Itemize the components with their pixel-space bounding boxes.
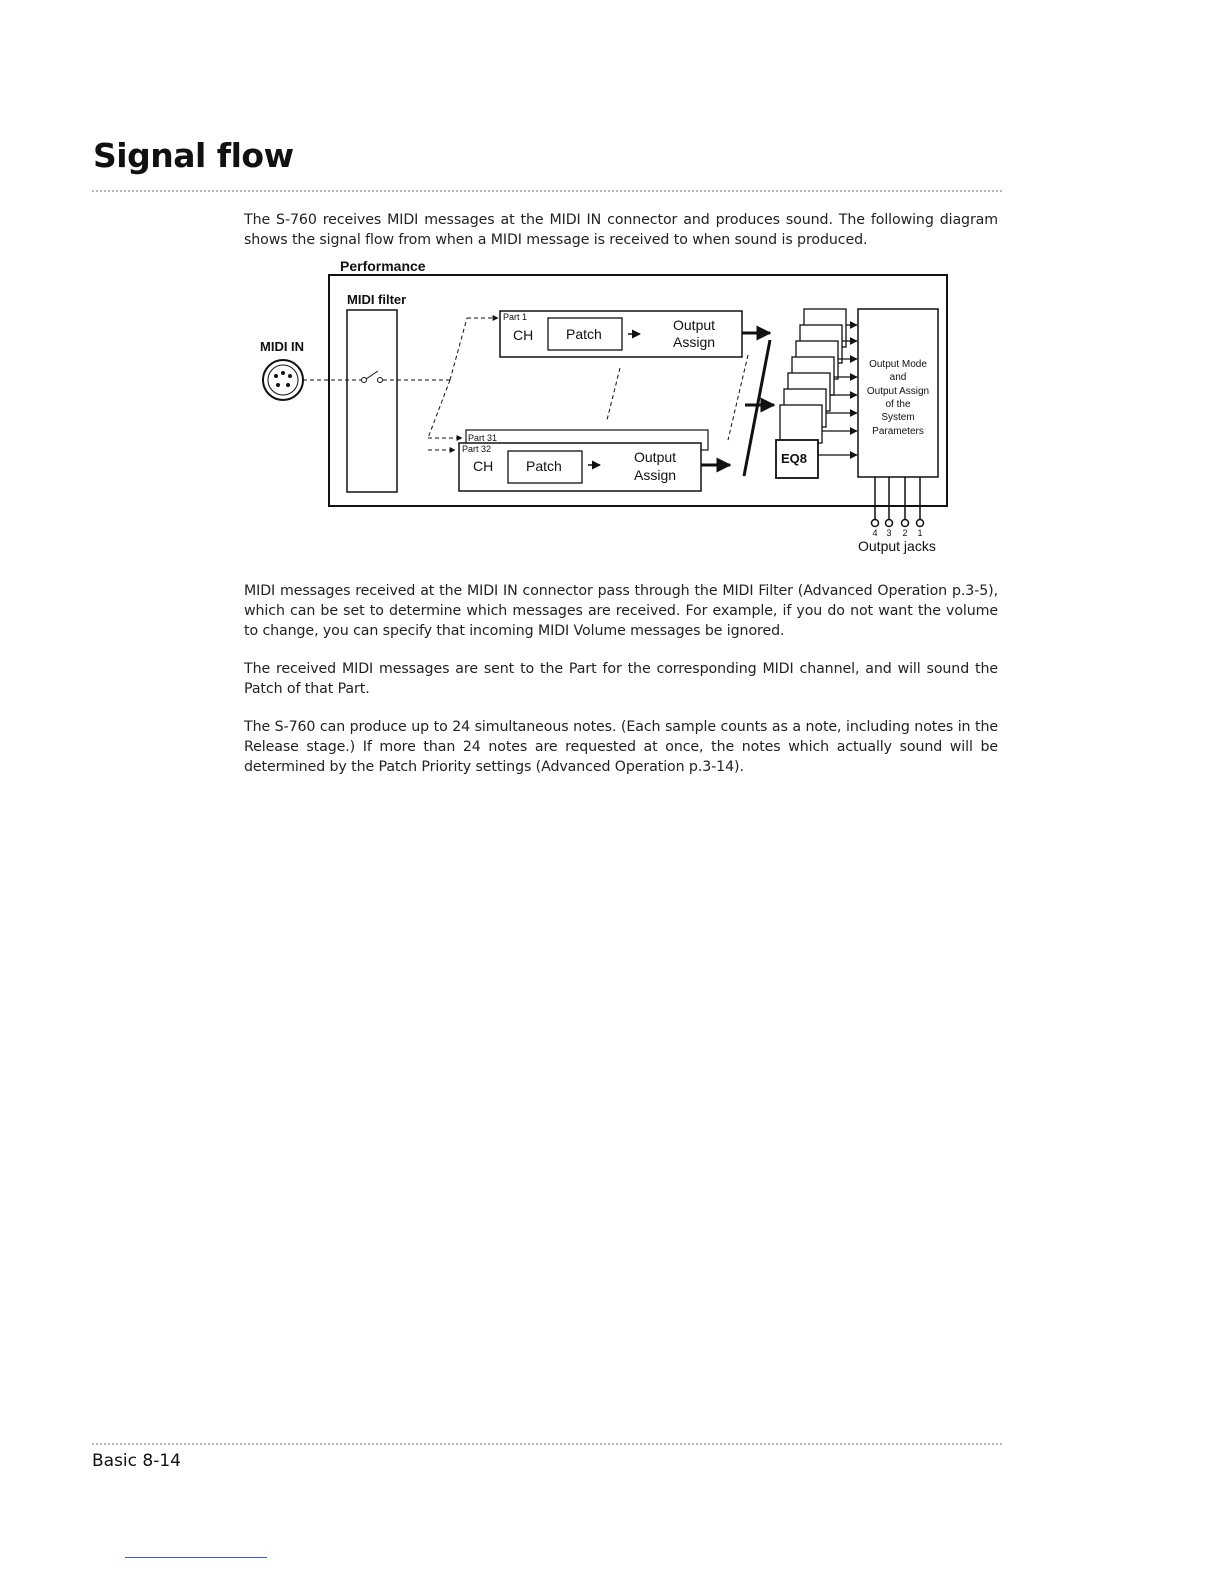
midi-filter-box [347,310,397,492]
intro-paragraph: The S-760 receives MIDI messages at the MIDI IN connector and produces sound. The following diagram shows the signal flow from when a MIDI message is received to when sound is produced. [244,212,998,248]
footer-divider [92,1443,1002,1445]
svg-text:1: 1 [917,528,923,538]
part-1-patch-label: Patch [566,326,602,342]
part-32-patch-label: Patch [526,458,562,474]
part-31-label: Part 31 [468,433,498,443]
body-paragraph-3: The S-760 can produce up to 24 simultaneous notes. (Each sample counts as a note, including notes in the Release stage.) If more than 24 notes are requested at once, the notes which actually sound will be determined by the Patch Priority settings (Advanced Operation p.3-14). [244,719,998,775]
bottom-accent-line [125,1557,267,1558]
output-jacks-label: Output jacks [858,538,936,554]
svg-text:System: System [881,412,915,423]
part-1-output-label: Output [673,317,716,333]
midi-filter-label: MIDI filter [347,292,407,307]
svg-text:3: 3 [886,528,892,538]
svg-text:4: 4 [872,528,878,538]
filter-switch [303,371,450,383]
body-paragraph-2: The received MIDI messages are sent to the Part for the corresponding MIDI channel, and will sound the Patch of that Part. [244,661,998,697]
part-1-assign-label: Assign [673,334,716,350]
part-32-label: Part 32 [462,444,492,454]
part-32-assign-label: Assign [634,467,677,483]
performance-label: Performance [340,258,426,274]
output-jack-lines [872,477,924,527]
part-32-output-label: Output [634,449,677,465]
svg-text:Output Assign: Output Assign [866,386,930,397]
svg-text:of the: of the [885,399,911,410]
midi-in-connector-icon [263,360,303,400]
svg-text:2: 2 [902,528,908,538]
svg-text:and: and [889,372,907,383]
part-32-ch-label: CH [473,458,494,474]
midi-in-label: MIDI IN [260,339,305,354]
page-title: Signal flow [93,136,294,175]
page-number: Basic 8-14 [92,1451,181,1471]
output-jack-numbers [872,528,922,538]
body-paragraph-1: MIDI messages received at the MIDI IN connector pass through the MIDI Filter (Advanced Operation p.3-5), which can be set to determine which messages are received. For example, if you do not want the volume to change, you can specify that incoming MIDI Volume messages be ignored. [244,583,998,639]
eq8-label: EQ8 [781,451,808,466]
part-1-label: Part 1 [503,312,528,322]
svg-text:Output Mode: Output Mode [869,359,927,370]
part-1-ch-label: CH [513,327,534,343]
svg-text:Parameters: Parameters [872,426,924,437]
